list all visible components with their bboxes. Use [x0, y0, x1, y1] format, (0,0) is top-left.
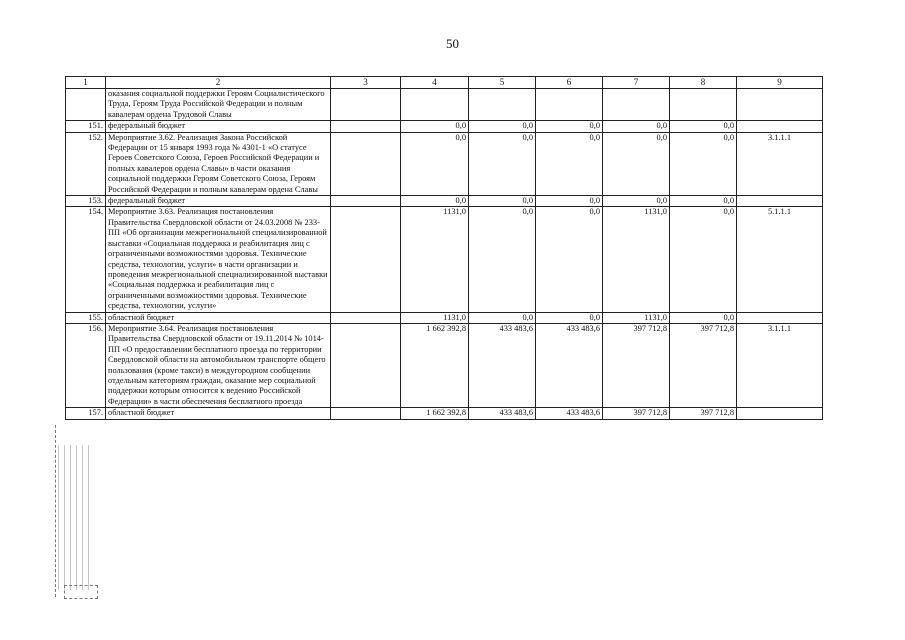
column-8-value: 0,0	[670, 312, 737, 323]
target-code: 3.1.1.1	[737, 323, 823, 407]
target-code	[737, 408, 823, 419]
column-8-value: 0,0	[670, 196, 737, 207]
row-number: 153.	[66, 196, 106, 207]
column-3-value	[331, 408, 401, 419]
column-3-value	[331, 323, 401, 407]
column-3-value	[331, 312, 401, 323]
row-description: Мероприятие 3.63. Реализация постановления Правительства Свердловской области от 24.03.2008 № 233-ПП «Об организации межрегиональной специализированной выставки «Социальная поддержка и реабилитация лиц с ограниченными возможностями здоровья. Технические средства, технологии, услуги» в части организации и проведения межрегиональной специализированной выставки «Социальная поддержка и реабилитация лиц с ограниченными возможностями здоровья. Технические средства, технологии, услуги»	[106, 207, 331, 312]
page-number: 50	[446, 36, 459, 51]
table-row	[66, 132, 823, 195]
column-6-value: 0,0	[536, 312, 603, 323]
table-row	[66, 121, 823, 132]
budget-table	[65, 76, 823, 420]
target-code	[737, 196, 823, 207]
column-4-value: 0,0	[401, 121, 469, 132]
row-number: 155.	[66, 312, 106, 323]
column-8-value: 0,0	[670, 207, 737, 312]
target-code	[737, 121, 823, 132]
column-6-value: 0,0	[536, 121, 603, 132]
column-6-value: 0,0	[536, 207, 603, 312]
row-number: 157.	[66, 408, 106, 419]
column-header: 6	[536, 77, 603, 89]
column-4-value: 0,0	[401, 132, 469, 195]
margin-stamp-text	[58, 445, 94, 590]
column-7-value: 0,0	[603, 121, 670, 132]
row-description: областной бюджет	[106, 312, 331, 323]
column-4-value: 1131,0	[401, 207, 469, 312]
row-description: Мероприятие 3.62. Реализация Закона Российской Федерации от 15 января 1993 года № 4301-1 «О статусе Героев Советского Союза, Героев Российской Федерации и полных кавалеров ордена Славы» в части оказания социальной поддержки Героям Советского Союза, Героям Российской Федерации и полным кавалерам ордена Славы	[106, 132, 331, 195]
column-3-value	[331, 89, 401, 121]
column-header: 5	[469, 77, 536, 89]
column-8-value: 0,0	[670, 132, 737, 195]
row-description: Мероприятие 3.64. Реализация постановления Правительства Свердловской области от 19.11.2014 № 1014-ПП «О предоставлении бесплатного проезда по территории Свердловской области на автомобильном транспорте общего пользования (кроме такси) в междугородном сообщении отдельным категориям граждан, оказание мер социальной поддержки которым относится к ведению Российской Федерации» в части обеспечения бесплатного проезда	[106, 323, 331, 407]
column-header: 9	[737, 77, 823, 89]
column-8-value: 397 712,8	[670, 408, 737, 419]
column-5-value: 0,0	[469, 312, 536, 323]
column-4-value: 0,0	[401, 196, 469, 207]
column-6-value: 0,0	[536, 132, 603, 195]
column-6-value: 0,0	[536, 196, 603, 207]
column-6-value	[536, 89, 603, 121]
column-4-value	[401, 89, 469, 121]
margin-stamp-box	[64, 585, 98, 599]
column-7-value: 1131,0	[603, 207, 670, 312]
column-4-value: 1 662 392,8	[401, 408, 469, 419]
column-7-value: 0,0	[603, 196, 670, 207]
target-code	[737, 312, 823, 323]
row-number: 151.	[66, 121, 106, 132]
column-3-value	[331, 196, 401, 207]
column-5-value	[469, 89, 536, 121]
column-7-value: 397 712,8	[603, 323, 670, 407]
column-5-value: 0,0	[469, 121, 536, 132]
column-5-value: 0,0	[469, 132, 536, 195]
table-row	[66, 196, 823, 207]
table-row	[66, 408, 823, 419]
target-code	[737, 89, 823, 121]
column-header: 2	[106, 77, 331, 89]
row-description: федеральный бюджет	[106, 196, 331, 207]
column-8-value: 397 712,8	[670, 323, 737, 407]
row-description: оказания социальной поддержки Героям Социалистического Труда, Героям Труда Российской Федерации и полным кавалерам ордена Трудовой Славы	[106, 89, 331, 121]
column-5-value: 0,0	[469, 207, 536, 312]
column-8-value: 0,0	[670, 121, 737, 132]
column-header: 7	[603, 77, 670, 89]
column-header: 8	[670, 77, 737, 89]
table-row	[66, 207, 823, 312]
column-5-value: 433 483,6	[469, 323, 536, 407]
row-number: 154.	[66, 207, 106, 312]
target-code: 5.1.1.1	[737, 207, 823, 312]
column-7-value: 1131,0	[603, 312, 670, 323]
column-7-value	[603, 89, 670, 121]
target-code: 3.1.1.1	[737, 132, 823, 195]
column-5-value: 0,0	[469, 196, 536, 207]
column-3-value	[331, 207, 401, 312]
column-4-value: 1 662 392,8	[401, 323, 469, 407]
column-header: 3	[331, 77, 401, 89]
column-8-value	[670, 89, 737, 121]
table-row	[66, 323, 823, 407]
row-number: 152.	[66, 132, 106, 195]
table-row	[66, 89, 823, 121]
column-6-value: 433 483,6	[536, 408, 603, 419]
row-number: 156.	[66, 323, 106, 407]
row-description: областной бюджет	[106, 408, 331, 419]
column-7-value: 0,0	[603, 132, 670, 195]
column-4-value: 1131,0	[401, 312, 469, 323]
table-header-row	[66, 77, 823, 89]
column-5-value: 433 483,6	[469, 408, 536, 419]
row-number	[66, 89, 106, 121]
column-6-value: 433 483,6	[536, 323, 603, 407]
table-row	[66, 312, 823, 323]
column-3-value	[331, 121, 401, 132]
column-3-value	[331, 132, 401, 195]
column-header: 4	[401, 77, 469, 89]
column-7-value: 397 712,8	[603, 408, 670, 419]
column-header: 1	[66, 77, 106, 89]
row-description: федеральный бюджет	[106, 121, 331, 132]
